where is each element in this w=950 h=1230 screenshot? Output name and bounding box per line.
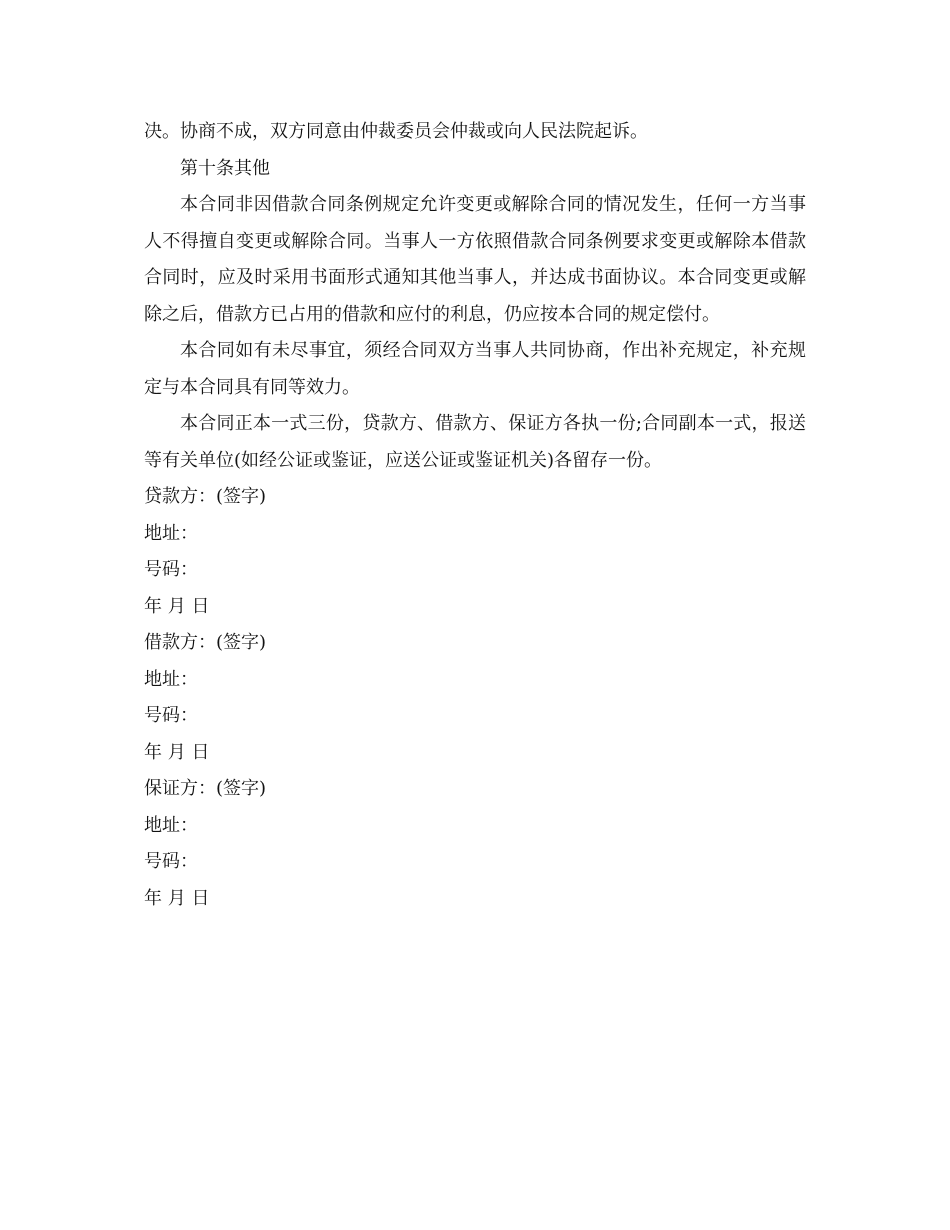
signature-block-lender	[144, 479, 806, 625]
paragraph-arbitration-clause: 决。协商不成，双方同意由仲裁委员会仲裁或向人民法院起诉。	[144, 121, 648, 142]
signature-block-borrower	[144, 625, 806, 771]
signature-block-guarantor	[144, 771, 806, 917]
borrower-address-label: 地址：	[144, 668, 198, 690]
borrower-signature-label: 借款方：(签字)	[144, 632, 267, 653]
document-body	[144, 114, 806, 917]
lender-address-label: 地址：	[144, 522, 198, 544]
section-heading-article-10: 第十条其他	[180, 157, 270, 179]
lender-phone-label: 号码：	[144, 559, 198, 580]
paragraph-copies-clause: 本合同正本一式三份，贷款方、借款方、保证方各执一份;合同副本一式，报送等有关单位(如经公证或鉴证，应送公证或鉴证机关)各留存一份。	[144, 413, 806, 471]
lender-signature-label: 贷款方：(签字)	[144, 486, 267, 507]
guarantor-signature-label: 保证方：(签字)	[144, 778, 267, 799]
borrower-phone-label: 号码：	[144, 705, 198, 726]
borrower-date-label: 年 月 日	[144, 741, 210, 763]
paragraph-modification-clause: 本合同非因借款合同条例规定允许变更或解除合同的情况发生，任何一方当事人不得擅自变更或解除合同。当事人一方依照借款合同条例要求变更或解除本借款合同时，应及时采用书面形式通知其他当事人，并达成书面协议。本合同变更或解除之后，借款方已占用的借款和应付的利息，仍应按本合同的规定偿付。	[144, 194, 806, 325]
guarantor-date-label: 年 月 日	[144, 887, 210, 909]
paragraph-supplementary-clause: 本合同如有未尽事宜，须经合同双方当事人共同协商，作出补充规定，补充规定与本合同具有同等效力。	[144, 340, 806, 398]
guarantor-phone-label: 号码：	[144, 851, 198, 872]
lender-date-label: 年 月 日	[144, 595, 210, 617]
guarantor-address-label: 地址：	[144, 814, 198, 836]
